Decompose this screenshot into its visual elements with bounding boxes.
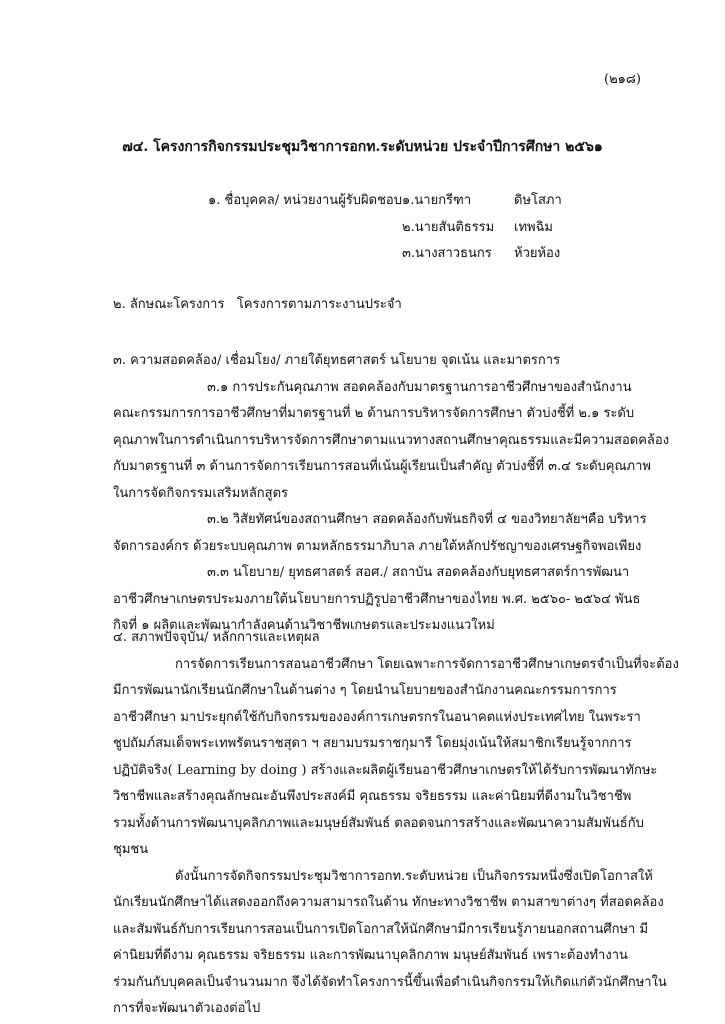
paragraph-line: ชูปถัมภ์สมเด็จพระเทพรัตนราชสุดา ฯ สยามบรมราชกุมารี โดยมุ่งเน้นให้สมาชิกเรียนรู้จากการ bbox=[113, 736, 632, 751]
paragraph-line: ปฏิบัติจริง( Learning by doing ) สร้างและผลิตผู้เรียนอาชีวศึกษาเกษตรให้ได้รับการพัฒนาทักษะ bbox=[113, 762, 658, 778]
section-heading: ๔. สภาพปัจจุบัน/ หลักการและเหตุผล bbox=[113, 630, 320, 645]
section-rationale bbox=[113, 625, 679, 1023]
paragraph-line: การที่จะพัฒนาตัวเองต่อไป bbox=[113, 1001, 261, 1016]
paragraph-line: ๓.๑ การประกันคุณภาพ สอดคล้องกับมาตรฐานการอาชีวศึกษาของสำนักงาน bbox=[207, 379, 632, 395]
paragraph-line: คณะกรรมการการอาชีวศึกษาที่มาตรฐานที่ ๒ ด้านการบริหารจัดการศึกษา ตัวบ่งชี้ที่ ๒.๑ ระดับ bbox=[113, 406, 635, 421]
paragraph-line: ร่วมกันกับบุคคลเป็นจำนวนมาก จึงได้จัดทำโครงการนี้ขึ้นเพื่อดำเนินกิจกรรมให้เกิดแก่ตัวนักศึกษาใน bbox=[113, 974, 667, 990]
project-type-label: ๒. ลักษณะโครงการ bbox=[113, 297, 225, 312]
responsible-row bbox=[113, 241, 643, 268]
section-project-type bbox=[113, 292, 643, 319]
section-alignment bbox=[113, 348, 670, 640]
paragraph-line: และสัมพันธ์กับการเรียนการสอนเป็นการเปิดโอกาสให้นักศึกษามีการเรียนรู้ภายนอกสถานศึกษา มี bbox=[113, 921, 649, 937]
paragraph-line: จัดการองค์กร ด้วยระบบคุณภาพ ตามหลักธรรมาภิบาล ภายใต้หลักปรัชญาของเศรษฐกิจพอเพียง bbox=[113, 538, 642, 554]
paragraph-line: รวมทั้งด้านการพัฒนาบุคลิกภาพและมนุษย์สัมพันธ์ ตลอดจนการสร้างและพัฒนาความสัมพันธ์กับ bbox=[113, 815, 644, 831]
responsible-row bbox=[113, 215, 643, 242]
section-heading: ๓. ความสอดคล้อง/ เชื่อมโยง/ ภายใต้ยุทธศาสตร์ นโยบาย จุดเน้น และมาตรการ bbox=[113, 353, 561, 368]
person-name: ๑.นายกรีฑา bbox=[402, 193, 472, 208]
person-name: ๒.นายสันติธรรม bbox=[402, 219, 495, 235]
section-responsible bbox=[113, 188, 643, 268]
paragraph-line: คุณภาพในการดำเนินการบริหารจัดการศึกษาตามแนวทางสถานศึกษาคุณธรรมและมีความสอดคล้อง bbox=[113, 432, 670, 448]
paragraph-line: ในการจัดกิจกรรมเสริมหลักสูตร bbox=[113, 485, 289, 501]
person-surname: ห้วยห้อง bbox=[514, 246, 561, 261]
responsible-row bbox=[113, 188, 643, 215]
project-type-row bbox=[113, 292, 643, 319]
person-surname: ดิษโสภา bbox=[514, 193, 562, 208]
person-name: ๓.นางสาวธนกร bbox=[402, 246, 492, 261]
project-title: ๗๔. โครงการกิจกรรมประชุมวิชาการอกท.ระดับหน่วย ประจำปีการศึกษา ๒๕๖๑ bbox=[122, 139, 603, 155]
paragraph-line: ๓.๒ วิสัยทัศน์ของสถานศึกษา สอดคล้องกับพันธกิจที่ ๔ ของวิทยาลัยฯคือ บริหาร bbox=[207, 512, 647, 527]
paragraph-line: ค่านิยมที่ดีงาม คุณธรรม จริยธรรม และการพัฒนาบุคลิกภาพ มนุษย์สัมพันธ์ เพราะต้องทำงาน bbox=[113, 948, 628, 963]
paragraph-line: ดังนั้นการจัดกิจกรรมประชุมวิชาการอกท.ระดับหน่วย เป็นกิจกรรมหนึ่งซึ่งเปิดโอกาสให้ bbox=[175, 868, 653, 884]
paragraph-line: ชุมชน bbox=[113, 842, 149, 857]
paragraph-line: การจัดการเรียนการสอนอาชีวศึกษา โดยเฉพาะการจัดการอาชีวศึกษาเกษตรจำเป็นที่จะต้อง bbox=[175, 656, 679, 672]
paragraph-line: อาชีวศึกษาเกษตรประมงภายใต้นโยบายการปฏิรูปอาชีวศึกษาของไทย พ.ศ. ๒๕๖๐- ๒๕๖๔ พันธ bbox=[113, 591, 641, 607]
paragraph-line: กับมาตรฐานที่ ๓ ด้านการจัดการเรียนการสอนที่เน้นผู้เรียนเป็นสำคัญ ตัวบ่งชี้ที่ ๓.๔ ระดับคุณภาพ bbox=[113, 459, 651, 474]
project-type-value: โครงการตามภาระงานประจำ bbox=[236, 297, 402, 312]
person-surname: เทพฉิม bbox=[514, 219, 554, 235]
paragraph-line: กิจที่ ๑ ผลิตและพัฒนากำลังคนด้านวิชาชีพเกษตรและประมงแนวใหม่ bbox=[113, 618, 495, 633]
paragraph-line: อาชีวศึกษา มาประยุกต์ใช้กับกิจกรรมขององค์การเกษตรกรในอนาคตแห่งประเทศไทย ในพระรา bbox=[113, 709, 641, 725]
paragraph-line: มีการพัฒนานักเรียนนักศึกษาในด้านต่าง ๆ โดยนำนโยบายของสำนักงานคณะกรรมการการ bbox=[113, 683, 617, 698]
paragraph-line: ๓.๓ นโยบาย/ ยุทธศาสตร์ สอศ./ สถาบัน สอดคล้องกับยุทธศาสตร์การพัฒนา bbox=[207, 565, 630, 580]
paragraph-line: นักเรียนนักศึกษาได้แสดงออกถึงความสามารถในด้าน ทักษะทางวิชาชีพ ตามสาขาต่างๆ ที่สอดคล้อง bbox=[113, 895, 664, 910]
paragraph-line: วิชาชีพและสร้างคุณลักษณะอันพึงประสงค์มี คุณธรรม จริยธรรม และค่านิยมที่ดีงามในวิชาชีพ bbox=[113, 789, 632, 804]
responsible-label: ๑. ชื่อบุคคล/ หน่วยงานผู้รับผิดชอบ bbox=[208, 193, 402, 208]
page-number: (๒๑๘) bbox=[604, 72, 641, 87]
